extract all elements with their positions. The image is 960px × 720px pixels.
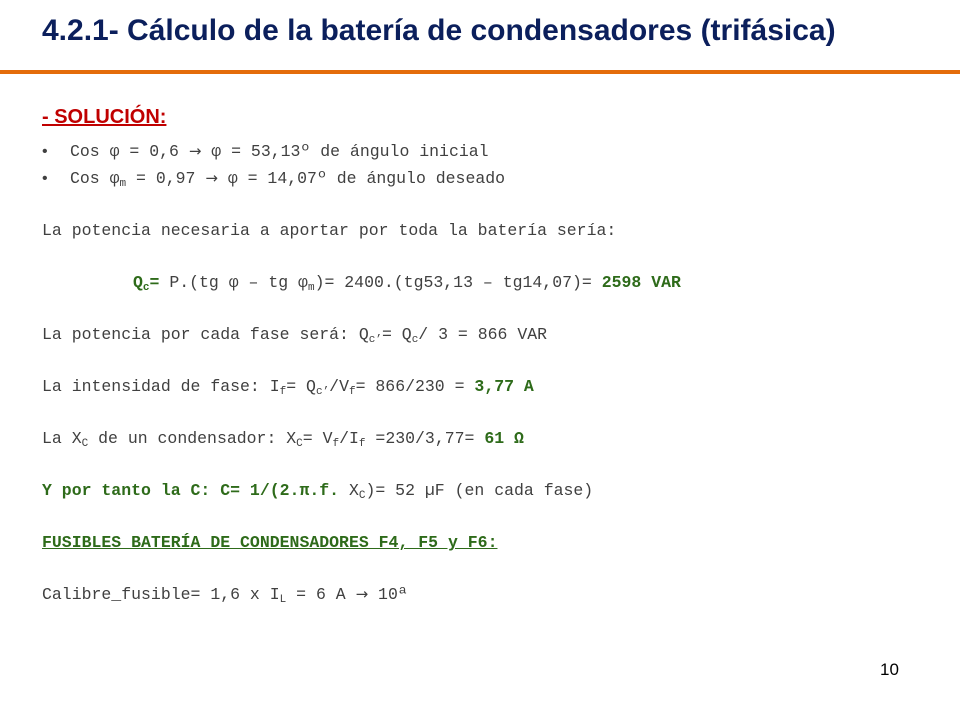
subscript: c’	[315, 386, 330, 398]
arrow-right-icon: →	[188, 142, 202, 160]
fuse-calibre-line	[42, 585, 408, 604]
equals-sign: =	[149, 273, 160, 292]
qc-result: 2598 VAR	[601, 273, 681, 292]
subscript: c	[142, 282, 150, 294]
subscript: f	[279, 386, 287, 398]
phase-power-line	[42, 325, 547, 344]
text: =230/3,77=	[365, 429, 485, 448]
phase-current-line	[42, 377, 534, 396]
text: = V	[302, 429, 333, 448]
bullet-text: = 0,97	[126, 169, 206, 188]
title-divider	[0, 70, 960, 74]
text: de un condensador: X	[88, 429, 297, 448]
capacitance-formula: Y por tanto la C: C= 1/(2.π.f.	[42, 481, 349, 500]
qc-formula	[133, 273, 681, 292]
text: = Q	[381, 325, 412, 344]
formula-text: )= 2400.(tg53,13 – tg14,07)=	[314, 273, 602, 292]
subscript: C	[81, 438, 89, 450]
text: /I	[339, 429, 359, 448]
slide-title: 4.2.1- Cálculo de la batería de condensadores (trifásica)	[42, 14, 836, 47]
text: 10ª	[368, 585, 408, 604]
bullet-text: φ = 53,13º de ángulo inicial	[201, 142, 489, 161]
text: = 6 A	[286, 585, 356, 604]
subscript: L	[279, 594, 287, 606]
subscript: f	[358, 438, 366, 450]
reactance-result: 61 Ω	[484, 429, 524, 448]
subscript: c’	[368, 334, 382, 346]
reactance-line	[42, 429, 524, 448]
intro-text: La potencia necesaria a aportar por toda la batería sería:	[42, 221, 617, 240]
bullet-marker: •	[42, 170, 48, 187]
page-number: 10	[880, 660, 899, 679]
bullet-marker: •	[42, 143, 48, 160]
qc-symbol: Q	[133, 273, 143, 292]
arrow-right-icon: →	[205, 169, 218, 187]
text: = Q	[286, 377, 316, 396]
formula-text: P.(tg φ – tg φ	[159, 273, 308, 292]
bullet-text: Cos φ	[70, 169, 120, 188]
fuses-heading: FUSIBLES BATERÍA DE CONDENSADORES F4, F5 y F6:	[42, 533, 498, 552]
subscript: C	[358, 490, 366, 502]
text: )= 52 µF (en cada fase)	[365, 481, 594, 500]
bullet-initial-angle	[42, 142, 489, 161]
current-result: 3,77 A	[474, 377, 534, 396]
text: X	[348, 481, 359, 500]
bullet-text: φ = 14,07º de ángulo deseado	[217, 169, 506, 188]
bullet-text: Cos φ = 0,6	[70, 142, 189, 161]
subscript: C	[296, 438, 303, 450]
subscript: f	[348, 386, 356, 398]
solution-heading: - SOLUCIÓN:	[42, 106, 167, 128]
subscript: f	[332, 438, 340, 450]
text: /V	[329, 377, 349, 396]
subscript: m	[119, 178, 127, 190]
text: La intensidad de fase: I	[42, 377, 280, 396]
arrow-right-icon: →	[355, 585, 369, 603]
text: La X	[42, 429, 82, 448]
text: / 3 = 866 VAR	[418, 325, 548, 344]
text: La potencia por cada fase será: Q	[42, 325, 369, 344]
bullet-target-angle	[42, 169, 505, 188]
capacitance-line	[42, 481, 593, 500]
subscript: c	[411, 334, 419, 346]
text: = 866/230 =	[355, 377, 475, 396]
text: Calibre_fusible= 1,6 x I	[42, 585, 280, 604]
subscript: m	[307, 282, 315, 294]
